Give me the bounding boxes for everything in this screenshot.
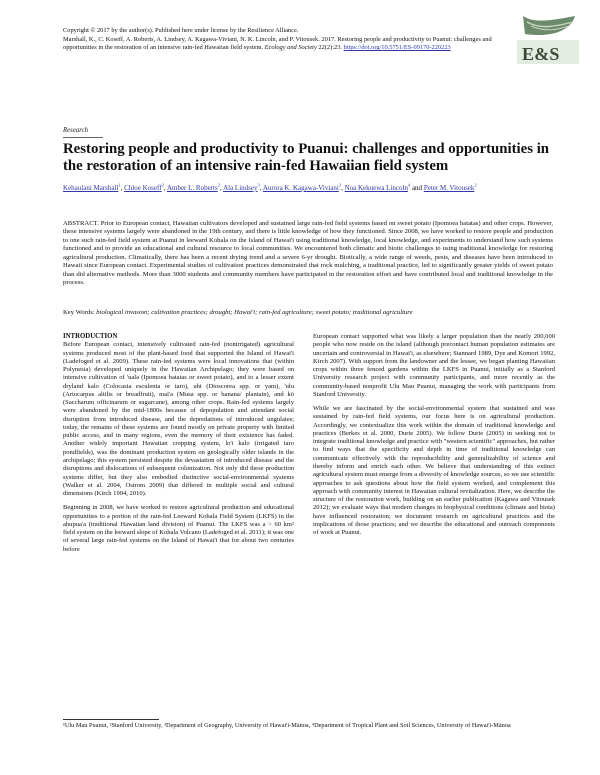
copyright-text: Copyright © 2017 by the author(s). Published here under license by the Resilience Alliance. <box>63 27 299 34</box>
keywords-text: biological invasion; cultivation practices; drought; Hawai'i; rain-fed agriculture; sweet potato; traditional agriculture <box>96 309 413 316</box>
keywords <box>63 309 553 317</box>
section-divider <box>63 137 103 138</box>
keywords-label: Key Words: <box>63 309 97 316</box>
author-link[interactable]: Chloe Koseff$^2$ <box>124 182 164 192</box>
journal-logo <box>513 14 585 66</box>
body-column-left <box>63 333 294 560</box>
logo-text: E&S <box>522 44 560 64</box>
article-title: Restoring people and productivity to Puanui: challenges and opportunities in the restoration of an intensive rain-fed Hawaiian field system <box>63 141 550 174</box>
body-paragraph: Beginning in 2008, we have worked to restore agricultural production and educational opportunities to a portion of the rain-fed Leeward Kohala Field System (LKFS) in the ahupua'a (traditional Hawaiian land division) of Puanui. The LKFS was a > 60 km² field system on the leeward slope of Kohala Volcano (Ladefoged et al. 2011); it was one of several large rain-fed systems on the Island of Hawai'i that for about two centuries before <box>63 504 294 553</box>
author-link[interactable]: Aurora K. Kagawa-Viviani$^3$ <box>262 182 342 192</box>
section-label: Research <box>63 127 89 134</box>
author-list: Kehaulani Marshall$^1$, Chloe Koseff$^2$, Amber L. Roberts$^2$, Ala Lindsey$^3$, Aurora K. Kagawa-Viviani$^3$, Noa Kekuewa Lincoln$^4$ and Peter M. Vitousek$^2$ <box>63 182 477 192</box>
body-column-right <box>313 333 555 543</box>
doi-link[interactable]: https://doi.org/10.5751/ES-09170-220223 <box>343 44 451 52</box>
body-paragraph: While we are fascinated by the social-environmental system that sustained and was sustained by rain-fed field systems, our focus here is on agricultural production. Accordingly, we contextualize this work within the domain of traditional knowledge and practices (Berkes et al. 2000, Durie 2005). We follow Durie (2005) in seeking not to integrate traditional knowledge and practice with "western scientific" approaches, but rather to find ways that the specificity and depth in time of traditional knowledge can communicate effectively with the reproducibility and generalizability of science and thereby inform and enrich each other. We believe that understanding of this extinct agricultural system must emerge from a diversity of knowledge sources, so we use scientific approaches to ask questions about how the field system worked, and complement this approach with community interest in Hawaiian cultural revitalization. Here, we describe the structure of the restoration work, building on an earlier publication (Kagawa and Vitousek 2012); we evaluate ways that modern changes in biophysical conditions (climate and biota) have influenced restoration; we document research on agricultural practices and the implications of those practices; and we describe the educational and outreach components of work at Puanui. <box>313 405 555 537</box>
footnote-divider <box>63 719 159 720</box>
citation-block <box>63 36 503 52</box>
citation-text: Marshall, K., C. Koseff, A. Roberts, A. Lindsey, A. Kagawa-Viviani, N. K. Lincoln, and P. Vitousek. 2017. Restoring people and productivity to Puanui: challenges and opportunities in the restoration of an intensive rain-fed Hawaiian field system. <box>63 36 492 52</box>
affiliation-footnotes: ¹Ulu Mau Puanui, ²Stanford University, ³Department of Geography, University of Hawai'i-Mānoa, ⁴Department of Tropical Plant and Soil Sciences, University of Hawai'i-Mānoa <box>63 722 511 729</box>
body-paragraph: European contact supported what was likely a larger population than the nearly 200,000 people who now reside on the island (although precontact human population estimates are uncertain and controversial in Hawai'i, as elsewhere; Stannard 1989, Dye and Komori 1992, Kirch 2007). With support from the landowner and the lessee, we began planting Hawaiian crops within three fenced gardens within the LKFS in Puanui, initially as a Stanford University research project with community participants, and more recently as the community-based nonprofit Ulu Mau Puanui, managing the work with participants from Stanford University. <box>313 333 555 398</box>
author-link[interactable]: Ala Lindsey$^3$ <box>223 182 260 192</box>
body-paragraph: Before European contact, intensively cultivated rain-fed (nonirrigated) agricultural systems produced most of the plant-based food that supported the Island of Hawai'i (Ladefoged et al. 2009). These rain-fed systems were local innovations that (within Polynesia) developed uniquely in the Hawaiian Archipelago; they were based on intensive cultivation of 'uala (Ipomoea batatas or sweet potato), and to a lesser extent dryland kalo (Colocasia esculenta or taro), uhi (Dioscorea spp. or yam), 'ulu (Artocarpus altilis or breadfruit), mai'a (Musa spp. or banana/ plantain), and kō (Saccharum officinarum or sugarcane), among other crops. Rain-fed systems largely were abandoned by the mid-1800s because of depopulation and attendant social disruption from introduced disease, and the depredations of introduced ungulates; today, the remains of these systems are found mostly on private property with limited public access, and in many regions, even the memory of their existence has faded. Another widely important Hawaiian cropping system, lo'i kalo (irrigated taro pondfields), was the dominant production system on geologically older islands in the archipelago; this system persisted despite the devastation of introduced disease and the disruptions and dislocations of subsequent colonization. Not only did these production systems differ, but they also embodied distinctive social-environmental systems (Walker et al. 2004, Ostrom 2009) that differed in multiple social and cultural dimensions (Kirch 1994, 2010). <box>63 341 294 498</box>
journal-volume: 22(2):23. <box>316 44 342 52</box>
author-link[interactable]: Amber L. Roberts$^2$ <box>166 182 220 192</box>
author-link[interactable]: Peter M. Vitousek$^2$ <box>423 182 477 192</box>
copyright-line <box>63 27 503 35</box>
introduction-heading: INTRODUCTION <box>63 333 118 340</box>
abstract: ABSTRACT. Prior to European contact, Hawaiian cultivators developed and sustained large rain-fed field systems based on sweet potato (Ipomoea batatas) and other crops. However, these intensive systems largely were abandoned in the 19th century, and there is little knowledge of how they functioned. Since 2008, we have worked to restore people and production to one such rain-fed field system at Puanui in leeward Kohala on the Island of Hawai'i using traditional knowledge, local knowledge, and experiments to understand how such systems functioned and to provide an educational and cultural resource to local communities. We encountered both climatic and biotic challenges to using traditional knowledge for restoring agricultural production. Climatically, there has been a recent drying trend and a severe 6-yr drought. Biotically, a wide range of weeds, pests, and diseases have been introduced to Hawaii since European contact. Experimental studies of cultivation practices demonstrated that rock mulching, a traditional practice, led to significantly greater yields of sweet potato than did alternative methods. More than 3000 students and community members have participated in the restoration effort and have contributed local and traditional knowledge in the process. <box>63 220 553 287</box>
author-link[interactable]: Kehaulani Marshall$^1$ <box>63 182 121 192</box>
journal-name: Ecology and Society <box>264 44 317 52</box>
author-link[interactable]: Noa Kekuewa Lincoln$^4$ <box>344 182 411 192</box>
